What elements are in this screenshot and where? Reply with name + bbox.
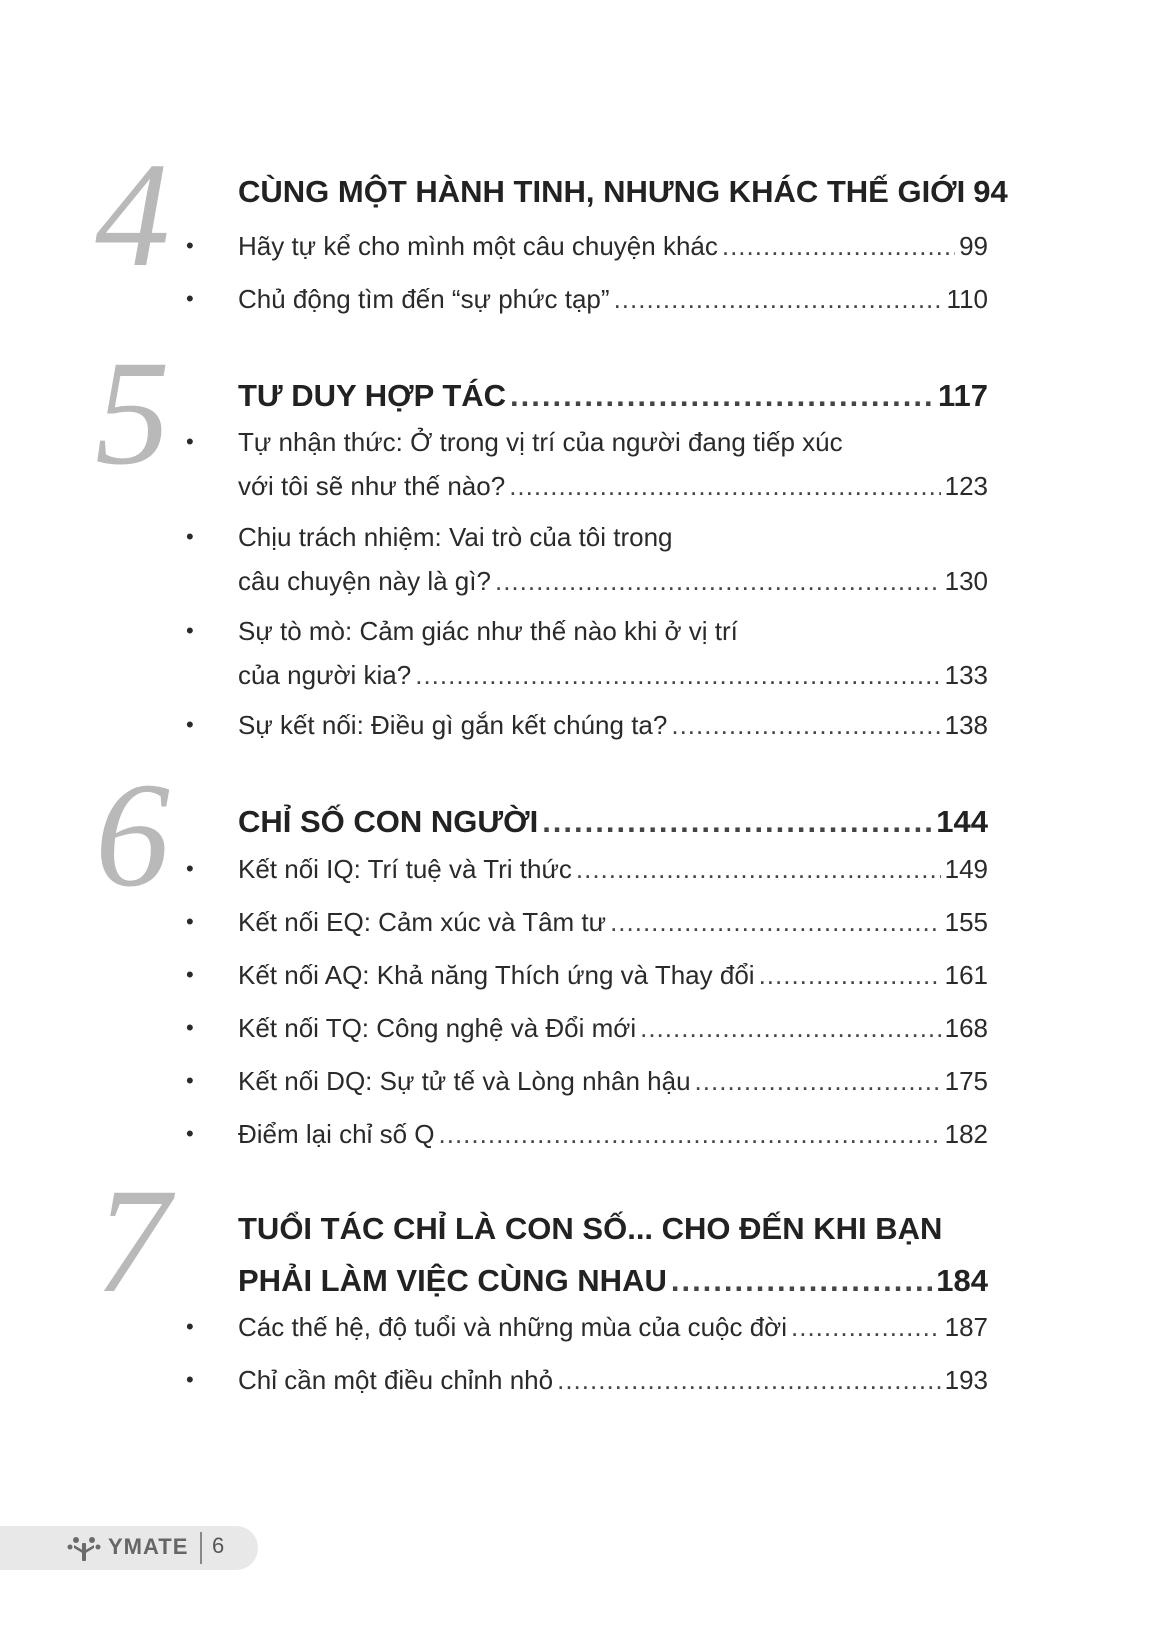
bullet: • [186,962,194,987]
chapter-title [238,1203,988,1307]
item-page: 138 [944,710,988,740]
chapter-title-text: TƯ DUY HỢP TÁC [238,378,507,413]
chapter-number: 5 [95,330,170,496]
item-title: Tự nhận thức: Ở trong vị trí của người đang tiếp xúc [238,427,843,457]
item-title-cont: câu chuyện này là gì? [238,566,491,596]
chapter-title-cont: PHẢI LÀM VIỆC CÙNG NHAU [238,1263,667,1298]
chapter-number: 7 [95,1158,170,1324]
chapter-page: 144 [936,804,988,839]
chapter-title [238,796,988,848]
footer-divider [200,1532,202,1564]
item-title: Kết nối AQ: Khả năng Thích ứng và Thay đổi [238,960,755,990]
item-title: Các thế hệ, độ tuổi và những mùa của cuộc đời [238,1312,788,1342]
item-page: 110 [946,284,988,314]
item-page: 149 [944,854,988,884]
item-title: Chỉ cần một điều chỉnh nhỏ [238,1365,554,1395]
chapter-number: 4 [95,132,170,298]
bullet: • [186,1068,194,1093]
item-title: Sự kết nối: Điều gì gắn kết chúng ta? [238,710,668,740]
item-title: Điểm lại chỉ số Q [238,1119,435,1149]
item-title-cont: của người kia? [238,660,412,690]
bullet: • [186,1314,194,1339]
item-page: 193 [944,1365,988,1395]
chapter-title-text: CHỈ SỐ CON NGƯỜI [238,804,539,839]
bullet: • [186,524,194,549]
item-title: Chịu trách nhiệm: Vai trò của tôi trong [238,522,673,552]
chapter-page: 117 [937,378,988,413]
item-page: 155 [944,907,988,937]
item-page: 130 [944,566,988,596]
bullet: • [186,233,194,258]
bullet: • [186,856,194,881]
ymate-logo-icon [66,1535,102,1563]
item-title: Kết nối IQ: Trí tuệ và Tri thức [238,854,572,884]
item-title-cont: với tôi sẽ như thế nào? [238,471,506,501]
chapter-page: 94 [973,174,1008,209]
chapter-page: 184 [936,1263,988,1298]
item-page: 168 [944,1013,988,1043]
item-page: 182 [944,1119,988,1149]
item-title: Chủ động tìm đến “sự phức tạp” [238,284,610,314]
item-page: 175 [944,1066,988,1096]
bullet: • [186,909,194,934]
item-title: Hãy tự kể cho mình một câu chuyện khác [238,231,718,261]
bullet: • [186,1121,194,1146]
bullet: • [186,1367,194,1392]
bullet: • [186,286,194,311]
item-title: Kết nối DQ: Sự tử tế và Lòng nhân hậu [238,1066,691,1096]
item-title: Kết nối EQ: Cảm xúc và Tâm tư [238,907,607,937]
chapter-number: 6 [95,752,170,918]
bullet: • [186,429,194,454]
bullet: • [186,618,194,643]
footer-brand: YMATE [108,1534,189,1559]
page-number: 6 [212,1533,225,1558]
item-page: 187 [944,1312,988,1342]
item-page: 123 [944,471,988,501]
chapter-title-text: TUỔI TÁC CHỈ LÀ CON SỐ... CHO ĐẾN KHI BẠN [238,1211,943,1246]
bullet: • [186,712,194,737]
item-page: 99 [959,231,988,261]
item-page: 161 [944,960,988,990]
item-title: Kết nối TQ: Công nghệ và Đổi mới [238,1013,637,1043]
chapter-title-text: CÙNG MỘT HÀNH TINH, NHƯNG KHÁC THẾ GIỚI [238,174,966,209]
chapter-title [238,166,1008,218]
item-title: Sự tò mò: Cảm giác như thế nào khi ở vị trí [238,616,738,646]
item-page: 133 [944,660,988,690]
chapter-title [238,370,988,422]
bullet: • [186,1015,194,1040]
